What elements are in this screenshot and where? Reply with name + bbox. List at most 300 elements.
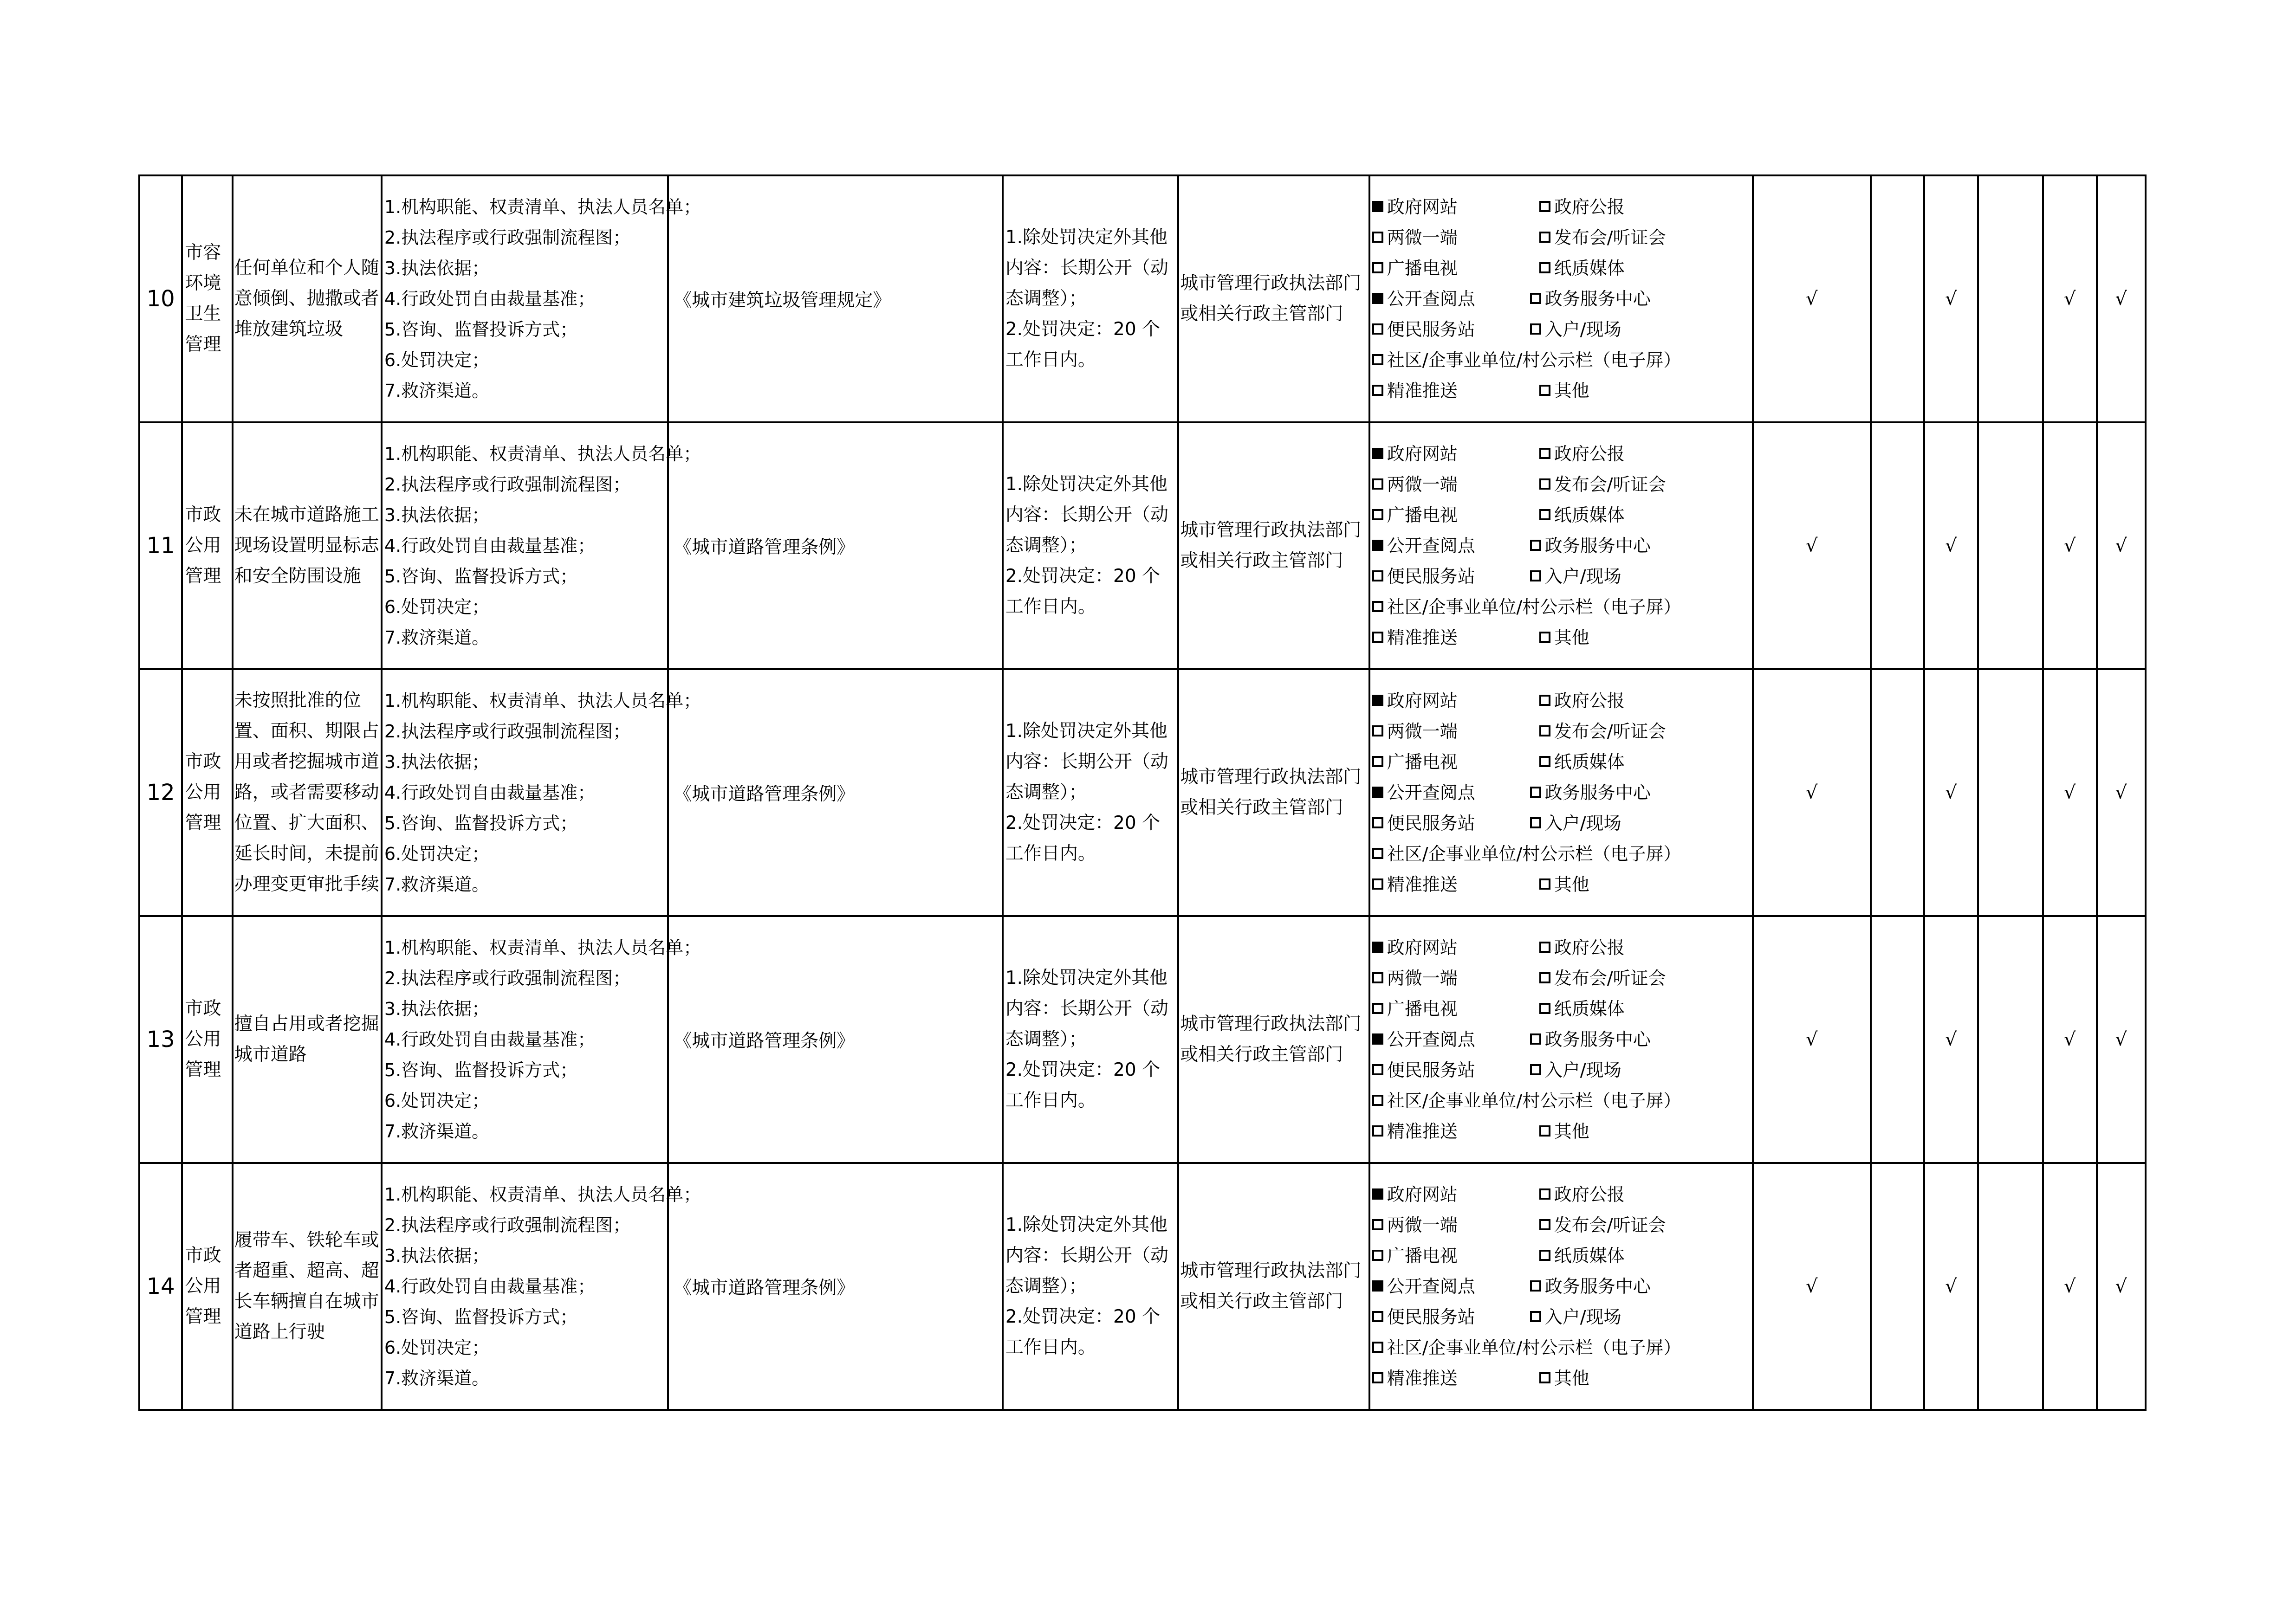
channel-row [1372, 592, 1752, 622]
checkbox-icon [1530, 1033, 1541, 1045]
channel-option [1530, 1271, 1651, 1302]
content-list [382, 175, 701, 422]
channel-row [1372, 994, 1752, 1024]
channel-list [1369, 669, 1753, 916]
checkbox-icon [1539, 201, 1550, 212]
channel-option [1372, 808, 1475, 839]
check-mark: √ [2097, 1163, 2146, 1410]
channel-option [1539, 869, 1589, 900]
channel-option [1372, 1024, 1475, 1055]
content-list-item: 3.执法依据； [384, 258, 490, 278]
content-list-item: 1.机构职能、权责清单、执法人员名单； [384, 691, 701, 711]
content-list-item: 4.行政处罚自由裁量基准； [384, 782, 596, 803]
checkbox-icon [1539, 972, 1550, 983]
channel-option [1530, 1055, 1621, 1085]
check-mark: √ [1753, 422, 1871, 669]
channel-option [1372, 375, 1458, 406]
channel-label: 便民服务站 [1387, 1060, 1475, 1080]
channel-option [1372, 994, 1458, 1024]
channel-label: 政府公报 [1554, 1184, 1625, 1205]
row-category: 市政公用管理 [182, 916, 232, 1163]
channel-label: 社区/企事业单位/村公示栏（电子屏） [1387, 597, 1681, 617]
channel-row [1372, 530, 1752, 561]
channel-option [1372, 1210, 1458, 1240]
check-mark: √ [2043, 1163, 2096, 1410]
row-category: 市政公用管理 [182, 422, 232, 669]
check-mark: √ [1753, 1163, 1871, 1410]
channel-label: 便民服务站 [1387, 319, 1475, 340]
time-limit-item: 1.除处罚决定外其他内容：长期公开（动态调整）； [1005, 227, 1168, 309]
channel-option [1530, 808, 1621, 839]
row-item: 任何单位和个人随意倾倒、抛撒或者堆放建筑垃圾 [233, 175, 382, 422]
channel-label: 纸质媒体 [1554, 752, 1625, 772]
row-number: 11 [139, 422, 182, 669]
channel-row [1372, 1116, 1752, 1147]
check-mark: √ [1924, 422, 1978, 669]
time-limit-item: 1.除处罚决定外其他内容：长期公开（动态调整）； [1005, 474, 1168, 556]
checkbox-icon [1539, 1372, 1550, 1383]
checkbox-icon [1372, 817, 1383, 828]
channel-option [1372, 1332, 1681, 1363]
empty-cell [1871, 916, 1924, 1163]
content-list-item: 4.行政处罚自由裁量基准； [384, 289, 596, 309]
channel-label: 政府公报 [1554, 937, 1625, 958]
content-list-item: 7.救济渠道。 [384, 627, 490, 648]
checkbox-icon [1539, 942, 1550, 953]
channel-label: 其他 [1554, 381, 1589, 401]
channel-row [1372, 314, 1752, 345]
channel-label: 精准推送 [1387, 627, 1458, 648]
channel-option [1372, 1302, 1475, 1332]
channel-label: 公开查阅点 [1387, 1029, 1475, 1050]
channel-option [1372, 284, 1475, 314]
content-list-item: 3.执法依据； [384, 752, 490, 772]
content-list-item: 2.执法程序或行政强制流程图； [384, 721, 631, 742]
checkbox-icon [1372, 385, 1383, 396]
channel-option [1539, 1240, 1625, 1271]
channel-row [1372, 1210, 1752, 1240]
checkbox-icon [1372, 1033, 1383, 1045]
channel-option [1372, 500, 1458, 530]
checkbox-icon [1539, 632, 1550, 643]
channel-label: 公开查阅点 [1387, 536, 1475, 556]
checkbox-icon [1372, 1095, 1383, 1106]
checkbox-icon [1539, 1219, 1550, 1230]
channel-list [1369, 422, 1753, 669]
channel-label: 纸质媒体 [1554, 999, 1625, 1019]
content-list-item: 5.咨询、监督投诉方式； [384, 566, 578, 587]
content-list-item: 4.行政处罚自由裁量基准； [384, 1276, 596, 1297]
time-limit-item: 2.处罚决定：20 个工作日内。 [1005, 813, 1161, 864]
channel-row [1372, 222, 1752, 253]
channel-label: 入户/现场 [1544, 566, 1621, 587]
channel-label: 政府公报 [1554, 444, 1625, 464]
channel-option [1539, 253, 1625, 284]
checkbox-icon [1372, 848, 1383, 859]
checkbox-icon [1372, 262, 1383, 273]
channel-option [1372, 963, 1458, 994]
channel-row [1372, 1085, 1752, 1116]
checkbox-icon [1539, 695, 1550, 706]
channel-label: 政府网站 [1387, 444, 1458, 464]
time-limit [1003, 1163, 1178, 1410]
channel-label: 入户/现场 [1544, 1307, 1621, 1327]
content-list-item: 5.咨询、监督投诉方式； [384, 813, 578, 833]
channel-label: 其他 [1554, 1368, 1589, 1389]
content-list-item: 6.处罚决定； [384, 1337, 490, 1358]
channel-label: 入户/现场 [1544, 813, 1621, 833]
table-row [139, 422, 2146, 669]
channel-label: 发布会/听证会 [1554, 227, 1666, 248]
legal-basis: 《城市道路管理条例》 [668, 916, 1003, 1163]
content-list-item: 1.机构职能、权责清单、执法人员名单； [384, 937, 701, 958]
channel-row [1372, 192, 1752, 222]
checkbox-icon [1530, 1280, 1541, 1292]
row-number: 12 [139, 669, 182, 916]
content-list-item: 2.执法程序或行政强制流程图； [384, 1215, 631, 1235]
checkbox-icon [1372, 756, 1383, 767]
channel-label: 便民服务站 [1387, 566, 1475, 587]
channel-row [1372, 869, 1752, 900]
content-list-item: 7.救济渠道。 [384, 874, 490, 895]
checkbox-icon [1539, 878, 1550, 890]
channel-row [1372, 284, 1752, 314]
channel-option [1372, 345, 1681, 375]
channel-label: 政务服务中心 [1544, 1029, 1651, 1050]
channel-label: 纸质媒体 [1554, 1246, 1625, 1266]
checkbox-icon [1372, 942, 1383, 953]
channel-label: 便民服务站 [1387, 1307, 1475, 1327]
channel-option [1372, 747, 1458, 777]
channel-row [1372, 685, 1752, 716]
checkbox-icon [1372, 1342, 1383, 1353]
channel-row [1372, 1271, 1752, 1302]
channel-row [1372, 500, 1752, 530]
channel-option [1372, 932, 1458, 963]
time-limit [1003, 175, 1178, 422]
channel-option [1372, 1363, 1458, 1394]
check-mark: √ [1924, 1163, 1978, 1410]
checkbox-icon [1372, 972, 1383, 983]
checkbox-icon [1372, 354, 1383, 365]
time-limit-item: 2.处罚决定：20 个工作日内。 [1005, 319, 1161, 370]
content-list-item: 7.救济渠道。 [384, 381, 490, 401]
channel-row [1372, 716, 1752, 747]
channel-option [1530, 284, 1651, 314]
channel-option [1539, 932, 1625, 963]
channel-label: 政府网站 [1387, 1184, 1458, 1205]
time-limit-item: 1.除处罚决定外其他内容：长期公开（动态调整）； [1005, 1214, 1168, 1297]
checkbox-icon [1372, 1188, 1383, 1200]
content-list-item: 2.执法程序或行政强制流程图； [384, 227, 631, 248]
checkbox-icon [1530, 1311, 1541, 1322]
empty-cell [1871, 669, 1924, 916]
channel-label: 其他 [1554, 874, 1589, 895]
disclosure-subject: 城市管理行政执法部门或相关行政主管部门 [1178, 1163, 1369, 1410]
channel-option [1372, 561, 1475, 592]
channel-row [1372, 1055, 1752, 1085]
empty-cell [1978, 175, 2043, 422]
channel-option [1530, 777, 1651, 808]
check-mark: √ [1753, 175, 1871, 422]
checkbox-icon [1539, 509, 1550, 520]
content-list-item: 3.执法依据； [384, 999, 490, 1019]
channel-label: 政务服务中心 [1544, 536, 1651, 556]
channel-option [1372, 1271, 1475, 1302]
channel-option [1530, 530, 1651, 561]
checkbox-icon [1530, 540, 1541, 551]
check-mark: √ [1924, 916, 1978, 1163]
empty-cell [1871, 175, 1924, 422]
content-list-item: 1.机构职能、权责清单、执法人员名单； [384, 197, 701, 217]
channel-label: 入户/现场 [1544, 1060, 1621, 1080]
channel-option [1539, 747, 1625, 777]
channel-label: 广播电视 [1387, 258, 1458, 278]
channel-option [1372, 777, 1475, 808]
check-mark: √ [1753, 916, 1871, 1163]
channel-option [1372, 1116, 1458, 1147]
channel-label: 发布会/听证会 [1554, 721, 1666, 742]
content-list-item: 4.行政处罚自由裁量基准； [384, 1029, 596, 1050]
content-list [382, 422, 701, 669]
content-list-item: 3.执法依据； [384, 1246, 490, 1266]
channel-option [1372, 192, 1458, 222]
disclosure-subject: 城市管理行政执法部门或相关行政主管部门 [1178, 916, 1369, 1163]
content-list-item: 6.处罚决定； [384, 350, 490, 370]
checkbox-icon [1539, 1125, 1550, 1137]
channel-label: 纸质媒体 [1554, 258, 1625, 278]
content-list-item: 6.处罚决定； [384, 1091, 490, 1111]
empty-cell [1978, 1163, 2043, 1410]
channel-list [1369, 1163, 1753, 1410]
content-list-item: 4.行政处罚自由裁量基准； [384, 536, 596, 556]
checkbox-icon [1372, 1219, 1383, 1230]
channel-option [1539, 994, 1625, 1024]
checkbox-icon [1539, 262, 1550, 273]
content-list-item: 1.机构职能、权责清单、执法人员名单； [384, 1184, 701, 1205]
content-list-item: 5.咨询、监督投诉方式； [384, 1060, 578, 1080]
checkbox-icon [1539, 725, 1550, 736]
time-limit-item: 1.除处罚决定外其他内容：长期公开（动态调整）； [1005, 721, 1168, 803]
check-mark: √ [1753, 669, 1871, 916]
content-list-item: 7.救济渠道。 [384, 1368, 490, 1389]
checkbox-icon [1372, 1125, 1383, 1137]
channel-row [1372, 1302, 1752, 1332]
channel-option [1372, 716, 1458, 747]
time-limit-item: 2.处罚决定：20 个工作日内。 [1005, 1306, 1161, 1358]
check-mark: √ [2043, 175, 2096, 422]
checkbox-icon [1372, 725, 1383, 736]
time-limit [1003, 669, 1178, 916]
checkbox-icon [1372, 787, 1383, 798]
disclosure-subject: 城市管理行政执法部门或相关行政主管部门 [1178, 175, 1369, 422]
checkbox-icon [1530, 1064, 1541, 1075]
checkbox-icon [1539, 232, 1550, 243]
channel-label: 社区/企事业单位/村公示栏（电子屏） [1387, 350, 1681, 370]
time-limit [1003, 422, 1178, 669]
channel-option [1372, 1179, 1458, 1210]
channel-option [1530, 1024, 1651, 1055]
channel-option [1539, 439, 1625, 469]
check-mark: √ [2097, 422, 2146, 669]
channel-row [1372, 1024, 1752, 1055]
content-list-item: 5.咨询、监督投诉方式； [384, 319, 578, 340]
row-item: 履带车、铁轮车或者超重、超高、超长车辆擅自在城市道路上行驶 [233, 1163, 382, 1410]
channel-label: 政务服务中心 [1544, 782, 1651, 803]
channel-label: 公开查阅点 [1387, 289, 1475, 309]
content-list-item: 6.处罚决定； [384, 597, 490, 617]
check-mark: √ [1924, 175, 1978, 422]
checkbox-icon [1372, 1280, 1383, 1292]
channel-option [1539, 1363, 1589, 1394]
channel-row [1372, 839, 1752, 869]
channel-label: 社区/企事业单位/村公示栏（电子屏） [1387, 1091, 1681, 1111]
channel-label: 政务服务中心 [1544, 289, 1651, 309]
time-limit-item: 2.处罚决定：20 个工作日内。 [1005, 1059, 1161, 1111]
checkbox-icon [1372, 201, 1383, 212]
content-list-item: 5.咨询、监督投诉方式； [384, 1307, 578, 1327]
checkbox-icon [1372, 1003, 1383, 1014]
channel-option [1372, 592, 1681, 622]
channel-option [1372, 685, 1458, 716]
row-number: 14 [139, 1163, 182, 1410]
channel-option [1372, 530, 1475, 561]
content-list-item: 6.处罚决定； [384, 844, 490, 864]
checkbox-icon [1372, 1064, 1383, 1075]
checkbox-icon [1530, 787, 1541, 798]
channel-row [1372, 622, 1752, 653]
channel-option [1539, 500, 1625, 530]
channel-label: 其他 [1554, 627, 1589, 648]
channel-option [1530, 561, 1621, 592]
empty-cell [1871, 1163, 1924, 1410]
table-body [139, 175, 2146, 1410]
checkbox-icon [1372, 570, 1383, 581]
row-item: 擅自占用或者挖掘城市道路 [233, 916, 382, 1163]
channel-row [1372, 777, 1752, 808]
channel-label: 政府公报 [1554, 197, 1625, 217]
time-limit [1003, 916, 1178, 1163]
channel-option [1539, 469, 1666, 500]
checkbox-icon [1372, 1311, 1383, 1322]
row-number: 10 [139, 175, 182, 422]
channel-label: 入户/现场 [1544, 319, 1621, 340]
channel-option [1372, 469, 1458, 500]
channel-label: 政府网站 [1387, 197, 1458, 217]
check-mark: √ [2097, 175, 2146, 422]
check-mark: √ [2043, 669, 2096, 916]
channel-label: 其他 [1554, 1121, 1589, 1142]
checkbox-icon [1372, 232, 1383, 243]
content-list-item: 7.救济渠道。 [384, 1121, 490, 1142]
content-list-item: 2.执法程序或行政强制流程图； [384, 968, 631, 988]
table-row [139, 916, 2146, 1163]
legal-basis: 《城市道路管理条例》 [668, 422, 1003, 669]
channel-option [1372, 839, 1681, 869]
checkbox-icon [1372, 1250, 1383, 1261]
content-list [382, 1163, 701, 1410]
channel-option [1539, 716, 1666, 747]
content-list [382, 916, 701, 1163]
checkbox-icon [1530, 293, 1541, 304]
checkbox-icon [1539, 385, 1550, 396]
channel-label: 政府网站 [1387, 691, 1458, 711]
empty-cell [1871, 422, 1924, 669]
channel-option [1372, 869, 1458, 900]
channel-option [1372, 439, 1458, 469]
channel-label: 精准推送 [1387, 874, 1458, 895]
channel-row [1372, 1240, 1752, 1271]
checkbox-icon [1539, 1250, 1550, 1261]
legal-basis: 《城市道路管理条例》 [668, 1163, 1003, 1410]
channel-label: 政府网站 [1387, 937, 1458, 958]
channel-label: 广播电视 [1387, 1246, 1458, 1266]
content-list-item: 1.机构职能、权责清单、执法人员名单； [384, 444, 701, 464]
channel-option [1539, 375, 1589, 406]
channel-option [1539, 622, 1589, 653]
check-mark: √ [2043, 916, 2096, 1163]
channel-option [1539, 963, 1666, 994]
channel-label: 两微一端 [1387, 474, 1458, 495]
checkbox-icon [1372, 878, 1383, 890]
channel-option [1372, 253, 1458, 284]
channel-option [1539, 685, 1625, 716]
checkbox-icon [1530, 817, 1541, 828]
check-mark: √ [2097, 669, 2146, 916]
content-list-item: 2.执法程序或行政强制流程图； [384, 474, 631, 495]
channel-option [1539, 1116, 1589, 1147]
channel-option [1372, 1085, 1681, 1116]
row-item: 未在城市道路施工现场设置明显标志和安全防围设施 [233, 422, 382, 669]
check-mark: √ [2043, 422, 2096, 669]
channel-label: 发布会/听证会 [1554, 1215, 1666, 1235]
empty-cell [1978, 669, 2043, 916]
checkbox-icon [1539, 1003, 1550, 1014]
checkbox-icon [1372, 540, 1383, 551]
channel-label: 政府公报 [1554, 691, 1625, 711]
channel-label: 纸质媒体 [1554, 505, 1625, 525]
channel-row [1372, 747, 1752, 777]
checkbox-icon [1539, 756, 1550, 767]
content-list-item: 3.执法依据； [384, 505, 490, 525]
empty-cell [1978, 916, 2043, 1163]
channel-list [1369, 175, 1753, 422]
channel-label: 发布会/听证会 [1554, 968, 1666, 988]
checkbox-icon [1372, 601, 1383, 612]
empty-cell [1978, 422, 2043, 669]
channel-label: 公开查阅点 [1387, 1276, 1475, 1297]
disclosure-subject: 城市管理行政执法部门或相关行政主管部门 [1178, 422, 1369, 669]
checkbox-icon [1372, 1372, 1383, 1383]
channel-option [1372, 622, 1458, 653]
table-row [139, 175, 2146, 422]
checkbox-icon [1372, 323, 1383, 335]
legal-basis: 《城市道路管理条例》 [668, 669, 1003, 916]
channel-option [1372, 222, 1458, 253]
checkbox-icon [1372, 293, 1383, 304]
content-list [382, 669, 701, 916]
table-row [139, 1163, 2146, 1410]
row-number: 13 [139, 916, 182, 1163]
channel-label: 精准推送 [1387, 381, 1458, 401]
channel-label: 精准推送 [1387, 1368, 1458, 1389]
channel-row [1372, 439, 1752, 469]
row-item: 未按照批准的位置、面积、期限占用或者挖掘城市道路，或者需要移动位置、扩大面积、延长时间，未提前办理变更审批手续 [233, 669, 382, 916]
channel-label: 社区/企事业单位/村公示栏（电子屏） [1387, 844, 1681, 864]
checkbox-icon [1539, 478, 1550, 490]
channel-label: 两微一端 [1387, 227, 1458, 248]
checkbox-icon [1372, 632, 1383, 643]
